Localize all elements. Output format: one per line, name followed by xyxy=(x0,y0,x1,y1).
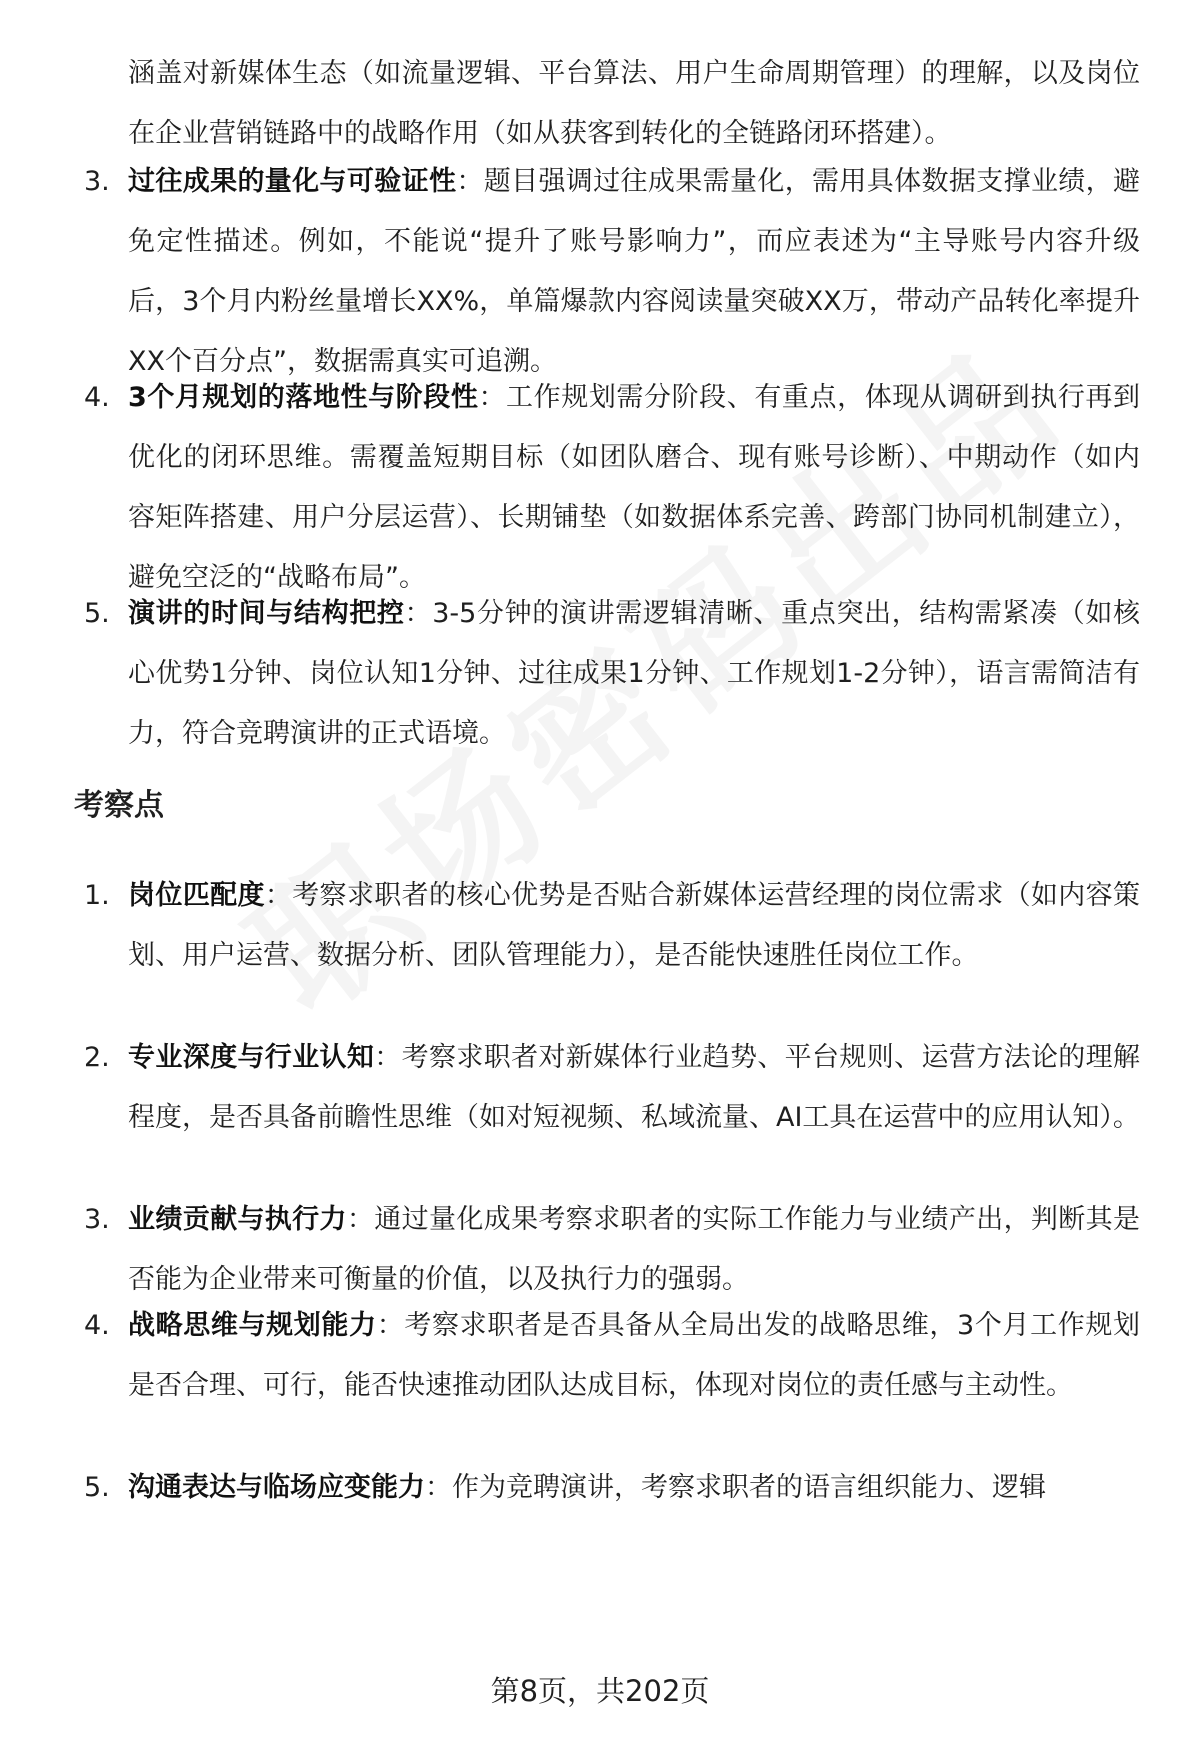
list-number: 3. xyxy=(84,166,110,197)
list-text xyxy=(128,1028,1140,1148)
list-body: 题目强调过往成果需量化，需用具体数据支撑业绩，避免定性描述。例如，不能说“提升了账号影响力”，而应表述为“主导账号内容升级后，3个月内粉丝量增长XX%，单篇爆款内容阅读量突破XX万，带动产品转化率提升XX个百分点”，数据需真实可追溯。 xyxy=(128,166,1141,377)
list-text xyxy=(128,368,1140,608)
list-text xyxy=(128,584,1140,764)
list-body: 通过量化成果考察求职者的实际工作能力与业绩产出，判断其是否能为企业带来可衡量的价值，以及执行力的强弱。 xyxy=(128,1204,1141,1295)
list-sep: ： xyxy=(264,880,293,911)
list-sep: ： xyxy=(374,1042,402,1073)
list-number: 5. xyxy=(84,598,110,629)
list-sep: ： xyxy=(456,166,484,197)
list-title: 演讲的时间与结构把控 xyxy=(128,598,405,629)
intro-text: 涵盖对新媒体生态（如流量逻辑、平台算法、用户生命周期管理）的理解，以及岗位在企业营销链路中的战略作用（如从获客到转化的全链路闭环搭建）。 xyxy=(128,58,1140,149)
list-sep: ： xyxy=(376,1310,405,1341)
list-body: 工作规划需分阶段、有重点，体现从调研到执行再到优化的闭环思维。需覆盖短期目标（如团队磨合、现有账号诊断）、中期动作（如内容矩阵搭建、用户分层运营）、长期铺垫（如数据体系完善、跨部门协同机制建立），避免空泛的“战略布局”。 xyxy=(128,382,1141,593)
list-text xyxy=(128,866,1140,986)
list-title: 沟通表达与临场应变能力 xyxy=(128,1472,425,1503)
list-text xyxy=(128,1190,1140,1310)
list-number: 5. xyxy=(84,1472,110,1503)
list-sep: ： xyxy=(425,1472,452,1503)
section-heading: 考察点 xyxy=(74,788,164,823)
page-footer: 第8页，共202页 xyxy=(490,1674,710,1708)
list-text xyxy=(128,1458,1140,1518)
list-body: 考察求职者的核心优势是否贴合新媒体运营经理的岗位需求（如内容策划、用户运营、数据分析、团队管理能力），是否能快速胜任岗位工作。 xyxy=(128,880,1141,971)
list-number: 1. xyxy=(84,880,110,911)
list-number: 4. xyxy=(84,382,110,413)
list-number: 3. xyxy=(84,1204,110,1235)
list-title: 岗位匹配度 xyxy=(128,880,265,911)
list-title: 业绩贡献与执行力 xyxy=(128,1204,347,1235)
list-title: 战略思维与规划能力 xyxy=(128,1310,377,1341)
list-sep: ： xyxy=(404,598,433,629)
list-sep: ： xyxy=(478,382,507,413)
list-text xyxy=(128,152,1140,392)
list-sep: ： xyxy=(346,1204,375,1235)
list-title: 专业深度与行业认知 xyxy=(128,1042,375,1073)
list-text xyxy=(128,1296,1140,1416)
list-title: 过往成果的量化与可验证性 xyxy=(128,166,457,197)
list-body: 作为竞聘演讲，考察求职者的语言组织能力、逻辑 xyxy=(452,1472,1046,1503)
list-number: 4. xyxy=(84,1310,110,1341)
list-body: 考察求职者对新媒体行业趋势、平台规则、运营方法论的理解程度，是否具备前瞻性思维（如对短视频、私域流量、AI工具在运营中的应用认知）。 xyxy=(128,1042,1141,1133)
list-number: 2. xyxy=(84,1042,110,1073)
list-title: 3个月规划的落地性与阶段性 xyxy=(128,382,479,413)
list-body: 考察求职者是否具备从全局出发的战略思维，3个月工作规划是否合理、可行，能否快速推动团队达成目标，体现对岗位的责任感与主动性。 xyxy=(128,1310,1140,1401)
list-body: 3-5分钟的演讲需逻辑清晰、重点突出，结构需紧凑（如核心优势1分钟、岗位认知1分钟、过往成果1分钟、工作规划1-2分钟），语言需简洁有力，符合竞聘演讲的正式语境。 xyxy=(128,598,1140,749)
